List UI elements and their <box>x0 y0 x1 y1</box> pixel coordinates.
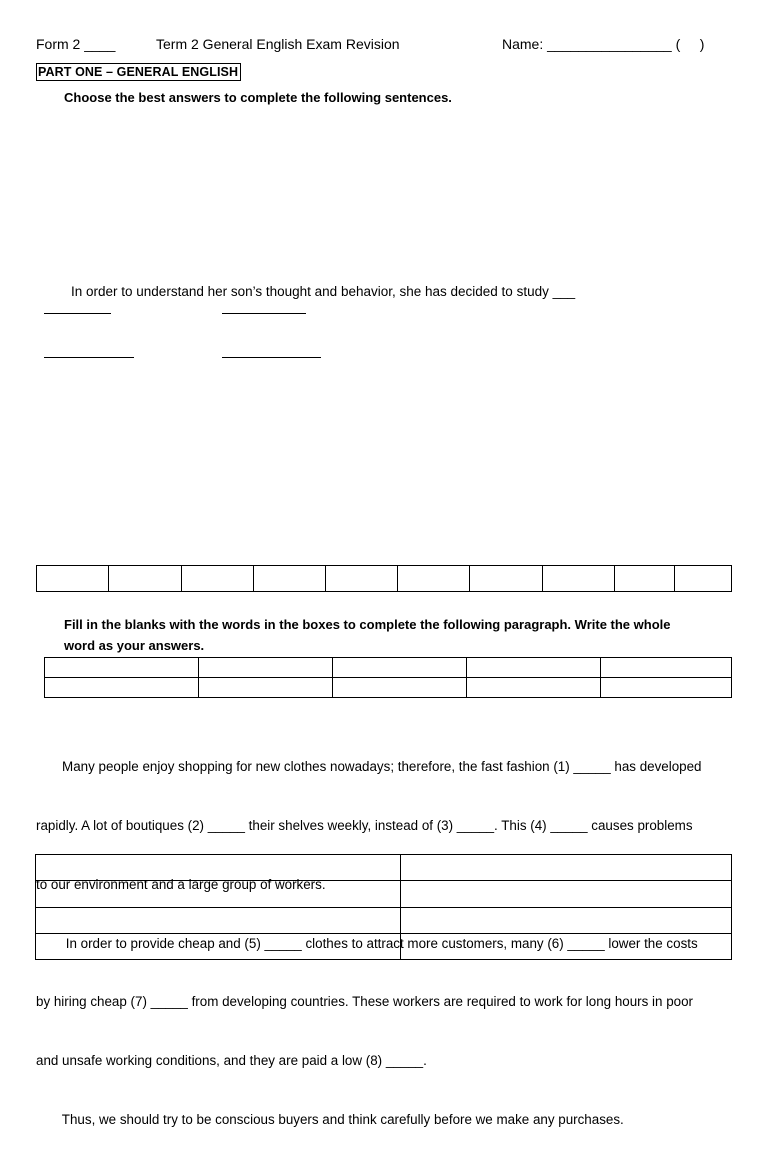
answer-blank-line <box>222 357 321 358</box>
word-box-cell <box>199 678 333 698</box>
table-row <box>36 881 732 907</box>
word-box-cell <box>467 678 601 698</box>
table-row <box>45 658 732 678</box>
question-sentence: In order to understand her son’s thought and behavior, she has decided to study ___ <box>71 284 576 299</box>
part-one-title: PART ONE – GENERAL ENGLISH <box>36 63 241 81</box>
answer-grid <box>36 565 732 592</box>
part-one-instruction: Choose the best answers to complete the following sentences. <box>64 90 452 105</box>
word-box-cell <box>333 658 467 678</box>
answer-table-cell <box>401 907 732 933</box>
paragraph-line: by hiring cheap (7) _____ from developing countries. These workers are required to work for long hours in poor <box>36 994 693 1010</box>
table-row <box>37 566 732 592</box>
answer-table-cell <box>401 855 732 881</box>
word-box-cell <box>45 678 199 698</box>
paragraph-line: to our environment and a large group of workers. <box>36 876 326 892</box>
answer-table-cell <box>401 933 732 959</box>
table-row <box>45 678 732 698</box>
word-box-cell <box>45 658 199 678</box>
name-field: Name: ________________ ( ) <box>502 36 705 52</box>
page-title: Term 2 General English Exam Revision <box>156 36 400 52</box>
paragraph-line: and unsafe working conditions, and they are paid a low (8) _____. <box>36 1053 427 1069</box>
fill-in-instruction-line2: word as your answers. <box>64 638 205 653</box>
answer-cell <box>254 566 326 592</box>
answer-cell <box>615 566 675 592</box>
paragraph-line: rapidly. A lot of boutiques (2) _____ their shelves weekly, instead of (3) _____. This (4) _____ causes problems <box>36 817 693 833</box>
form-field: Form 2 ____ <box>36 36 116 52</box>
word-box-cell <box>333 678 467 698</box>
answer-cell <box>326 566 398 592</box>
table-row <box>36 907 732 933</box>
paragraph-line: Many people enjoy shopping for new clothes nowadays; therefore, the fast fashion (1) _____ has developed <box>36 759 702 775</box>
word-box-cell <box>199 658 333 678</box>
answer-table-cell <box>36 881 401 907</box>
answer-blank-line <box>44 313 111 314</box>
answer-cell <box>398 566 470 592</box>
fill-in-instruction-line1: Fill in the blanks with the words in the boxes to complete the following paragraph. Write the whole <box>64 617 671 632</box>
answer-cell <box>470 566 543 592</box>
word-box-cell <box>601 678 732 698</box>
word-box-cell <box>467 658 601 678</box>
answer-table <box>35 854 732 960</box>
word-box-table <box>44 657 732 698</box>
answer-blank-line <box>222 313 306 314</box>
answer-cell <box>543 566 615 592</box>
answer-table-cell <box>36 907 401 933</box>
answer-table-cell <box>36 933 401 959</box>
word-box-cell <box>601 658 732 678</box>
answer-cell <box>109 566 182 592</box>
answer-table-cell <box>36 855 401 881</box>
table-row <box>36 855 732 881</box>
answer-table-cell <box>401 881 732 907</box>
answer-cell <box>37 566 109 592</box>
answer-blank-line <box>44 357 134 358</box>
answer-cell <box>182 566 254 592</box>
answer-cell <box>675 566 732 592</box>
paragraph-line: In order to provide cheap and (5) _____ clothes to attract more customers, many (6) _____ lower the costs <box>36 935 698 951</box>
table-row <box>36 933 732 959</box>
paragraph-line: Thus, we should try to be conscious buyers and think carefully before we make any purchases. <box>36 1111 624 1127</box>
